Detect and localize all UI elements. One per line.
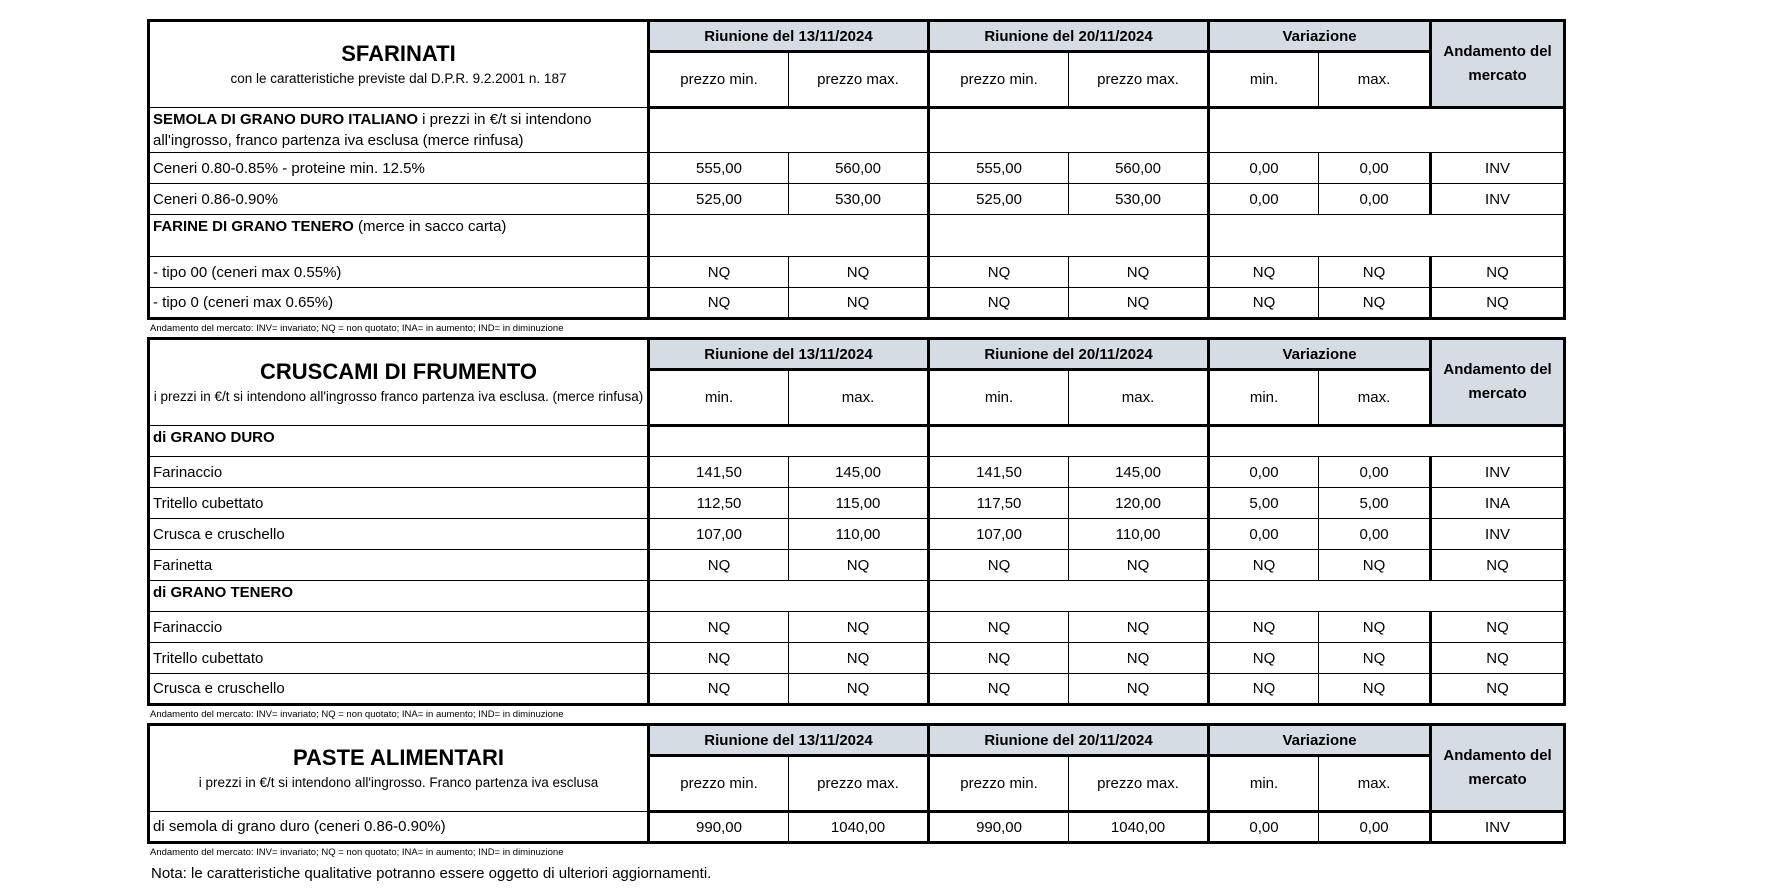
table-row bbox=[149, 488, 1565, 519]
price-cell: NQ bbox=[649, 257, 789, 288]
column-subheader: max. bbox=[1319, 52, 1431, 108]
table-subtitle: i prezzi in €/t si intendono all'ingrosso. Franco partenza iva esclusa bbox=[198, 775, 599, 790]
table-title: PASTE ALIMENTARI bbox=[292, 745, 505, 770]
price-cell: 990,00 bbox=[929, 812, 1069, 843]
product-label: Farinaccio bbox=[149, 457, 649, 488]
price-cell: NQ bbox=[649, 674, 789, 705]
column-subheader: prezzo max. bbox=[789, 52, 929, 108]
section-label bbox=[149, 215, 649, 257]
table-row bbox=[149, 519, 1565, 550]
price-cell: NQ bbox=[649, 643, 789, 674]
price-cell: 525,00 bbox=[649, 184, 789, 215]
empty-cell bbox=[649, 108, 929, 153]
section-row bbox=[149, 108, 1565, 153]
price-cell: 117,50 bbox=[929, 488, 1069, 519]
product-label: - tipo 0 (ceneri max 0.65%) bbox=[149, 288, 649, 319]
section-label bbox=[149, 108, 649, 153]
column-group-header: Variazione bbox=[1209, 725, 1431, 756]
price-cell: NQ bbox=[789, 674, 929, 705]
tables-container bbox=[147, 19, 1563, 861]
trend-cell: NQ bbox=[1431, 288, 1565, 319]
price-cell: NQ bbox=[649, 550, 789, 581]
market-legend: Andamento del mercato: INV= invariato; NQ = non quotato; INA= in aumento; IND= in diminuzione bbox=[150, 847, 564, 858]
empty-cell bbox=[649, 426, 929, 457]
price-cell: 141,50 bbox=[929, 457, 1069, 488]
trend-cell: INV bbox=[1431, 519, 1565, 550]
variation-cell: NQ bbox=[1209, 288, 1319, 319]
table-title: SFARINATI bbox=[341, 41, 456, 66]
product-label: Farinaccio bbox=[149, 612, 649, 643]
price-cell: 1040,00 bbox=[1069, 812, 1209, 843]
price-cell: NQ bbox=[789, 257, 929, 288]
table-title-cell bbox=[149, 725, 649, 812]
price-cell: NQ bbox=[1069, 550, 1209, 581]
column-subheader: min. bbox=[929, 370, 1069, 426]
table-row bbox=[149, 153, 1565, 184]
table-row bbox=[149, 612, 1565, 643]
price-cell: NQ bbox=[789, 288, 929, 319]
trend-cell: INV bbox=[1431, 153, 1565, 184]
table-row bbox=[149, 257, 1565, 288]
price-cell: 990,00 bbox=[649, 812, 789, 843]
price-cell: 555,00 bbox=[649, 153, 789, 184]
price-cell: NQ bbox=[1069, 674, 1209, 705]
column-subheader: prezzo min. bbox=[929, 52, 1069, 108]
price-cell: NQ bbox=[649, 612, 789, 643]
column-subheader: max. bbox=[1069, 370, 1209, 426]
price-cell: NQ bbox=[789, 550, 929, 581]
price-cell: 110,00 bbox=[1069, 519, 1209, 550]
price-cell: NQ bbox=[1069, 257, 1209, 288]
column-group-header: Riunione del 13/11/2024 bbox=[649, 21, 929, 52]
table-row bbox=[149, 184, 1565, 215]
price-cell: NQ bbox=[789, 612, 929, 643]
variation-cell: NQ bbox=[1209, 674, 1319, 705]
price-cell: NQ bbox=[1069, 612, 1209, 643]
product-label: Ceneri 0.80-0.85% - proteine min. 12.5% bbox=[149, 153, 649, 184]
price-cell: 555,00 bbox=[929, 153, 1069, 184]
column-subheader: max. bbox=[1319, 756, 1431, 812]
empty-cell bbox=[1209, 426, 1565, 457]
table-row bbox=[149, 674, 1565, 705]
price-cell: 112,50 bbox=[649, 488, 789, 519]
price-cell: 145,00 bbox=[1069, 457, 1209, 488]
column-subheader: min. bbox=[1209, 52, 1319, 108]
empty-cell bbox=[1209, 215, 1565, 257]
market-trend-header: Andamento del mercato bbox=[1431, 725, 1565, 812]
price-cell: NQ bbox=[929, 612, 1069, 643]
market-trend-header: Andamento del mercato bbox=[1431, 21, 1565, 108]
price-cell: 560,00 bbox=[1069, 153, 1209, 184]
header-row bbox=[149, 725, 1565, 756]
variation-cell: NQ bbox=[1319, 612, 1431, 643]
price-cell: 141,50 bbox=[649, 457, 789, 488]
variation-cell: 0,00 bbox=[1319, 457, 1431, 488]
variation-cell: NQ bbox=[1319, 550, 1431, 581]
price-cell: NQ bbox=[929, 550, 1069, 581]
product-label: di semola di grano duro (ceneri 0.86-0.90%) bbox=[149, 812, 649, 843]
table-title-cell bbox=[149, 339, 649, 426]
price-cell: 115,00 bbox=[789, 488, 929, 519]
variation-cell: 0,00 bbox=[1209, 184, 1319, 215]
price-cell: NQ bbox=[1069, 643, 1209, 674]
price-cell: 530,00 bbox=[1069, 184, 1209, 215]
empty-cell bbox=[929, 108, 1209, 153]
variation-cell: 0,00 bbox=[1319, 519, 1431, 550]
section-row bbox=[149, 426, 1565, 457]
empty-cell bbox=[929, 215, 1209, 257]
column-subheader: prezzo min. bbox=[649, 756, 789, 812]
trend-cell: INV bbox=[1431, 184, 1565, 215]
market-trend-header: Andamento del mercato bbox=[1431, 339, 1565, 426]
empty-cell bbox=[649, 215, 929, 257]
trend-cell: NQ bbox=[1431, 643, 1565, 674]
variation-cell: NQ bbox=[1319, 674, 1431, 705]
table-row bbox=[149, 457, 1565, 488]
variation-cell: 0,00 bbox=[1209, 519, 1319, 550]
market-legend: Andamento del mercato: INV= invariato; NQ = non quotato; INA= in aumento; IND= in diminuzione bbox=[150, 709, 564, 720]
section-title: SEMOLA DI GRANO DURO ITALIANO bbox=[153, 111, 418, 128]
price-cell: NQ bbox=[789, 643, 929, 674]
section-title: di GRANO TENERO bbox=[153, 584, 294, 601]
price-cell: NQ bbox=[929, 643, 1069, 674]
section-title: di GRANO DURO bbox=[153, 429, 275, 446]
table-row bbox=[149, 288, 1565, 319]
price-cell: NQ bbox=[649, 288, 789, 319]
product-label: Farinetta bbox=[149, 550, 649, 581]
price-report bbox=[147, 19, 1563, 882]
column-group-header: Riunione del 13/11/2024 bbox=[649, 725, 929, 756]
variation-cell: NQ bbox=[1319, 288, 1431, 319]
section-label bbox=[149, 426, 649, 457]
table-row bbox=[149, 643, 1565, 674]
variation-cell: NQ bbox=[1209, 643, 1319, 674]
variation-cell: NQ bbox=[1209, 257, 1319, 288]
trend-cell: NQ bbox=[1431, 550, 1565, 581]
product-label: - tipo 00 (ceneri max 0.55%) bbox=[149, 257, 649, 288]
column-group-header: Riunione del 20/11/2024 bbox=[929, 21, 1209, 52]
price-cell: 560,00 bbox=[789, 153, 929, 184]
table-row bbox=[149, 812, 1565, 843]
column-subheader: prezzo min. bbox=[649, 52, 789, 108]
market-legend: Andamento del mercato: INV= invariato; NQ = non quotato; INA= in aumento; IND= in diminuzione bbox=[150, 323, 564, 334]
price-cell: 110,00 bbox=[789, 519, 929, 550]
product-label: Tritello cubettato bbox=[149, 643, 649, 674]
column-group-header: Riunione del 20/11/2024 bbox=[929, 725, 1209, 756]
section-title: FARINE DI GRANO TENERO bbox=[153, 218, 354, 235]
price-cell: 120,00 bbox=[1069, 488, 1209, 519]
column-subheader: max. bbox=[789, 370, 929, 426]
column-group-header: Riunione del 13/11/2024 bbox=[649, 339, 929, 370]
price-cell: 107,00 bbox=[929, 519, 1069, 550]
price-cell: NQ bbox=[929, 288, 1069, 319]
price-table bbox=[147, 723, 1566, 844]
column-subheader: max. bbox=[1319, 370, 1431, 426]
price-cell: NQ bbox=[1069, 288, 1209, 319]
trend-cell: INV bbox=[1431, 457, 1565, 488]
table-subtitle: con le caratteristiche previste dal D.P.R. 9.2.2001 n. 187 bbox=[230, 71, 567, 86]
price-table bbox=[147, 19, 1566, 320]
table-row bbox=[149, 550, 1565, 581]
product-label: Tritello cubettato bbox=[149, 488, 649, 519]
section-note: (merce in sacco carta) bbox=[353, 218, 507, 235]
product-label: Crusca e cruschello bbox=[149, 519, 649, 550]
variation-cell: NQ bbox=[1319, 643, 1431, 674]
footnote: Nota: le caratteristiche qualitative potranno essere oggetto di ulteriori aggiornamenti. bbox=[151, 865, 712, 882]
price-cell: 530,00 bbox=[789, 184, 929, 215]
variation-cell: 0,00 bbox=[1319, 153, 1431, 184]
variation-cell: 0,00 bbox=[1209, 457, 1319, 488]
column-subheader: prezzo max. bbox=[1069, 52, 1209, 108]
trend-cell: NQ bbox=[1431, 612, 1565, 643]
header-row bbox=[149, 21, 1565, 52]
variation-cell: 0,00 bbox=[1319, 812, 1431, 843]
column-subheader: min. bbox=[649, 370, 789, 426]
empty-cell bbox=[929, 426, 1209, 457]
variation-cell: 0,00 bbox=[1209, 812, 1319, 843]
empty-cell bbox=[929, 581, 1209, 612]
price-cell: 107,00 bbox=[649, 519, 789, 550]
trend-cell: NQ bbox=[1431, 674, 1565, 705]
column-subheader: prezzo min. bbox=[929, 756, 1069, 812]
column-subheader: min. bbox=[1209, 370, 1319, 426]
price-cell: 1040,00 bbox=[789, 812, 929, 843]
price-cell: NQ bbox=[929, 257, 1069, 288]
empty-cell bbox=[1209, 581, 1565, 612]
column-subheader: min. bbox=[1209, 756, 1319, 812]
trend-cell: NQ bbox=[1431, 257, 1565, 288]
column-subheader: prezzo max. bbox=[789, 756, 929, 812]
table-title-cell bbox=[149, 21, 649, 108]
section-note: i prezzi in €/t si intendono all'ingrosso, franco partenza iva esclusa (merce rinfusa) bbox=[153, 111, 592, 149]
column-group-header: Riunione del 20/11/2024 bbox=[929, 339, 1209, 370]
column-group-header: Variazione bbox=[1209, 339, 1431, 370]
column-subheader: prezzo max. bbox=[1069, 756, 1209, 812]
header-row bbox=[149, 339, 1565, 370]
empty-cell bbox=[1209, 108, 1565, 153]
trend-cell: INV bbox=[1431, 812, 1565, 843]
price-cell: NQ bbox=[929, 674, 1069, 705]
section-row bbox=[149, 215, 1565, 257]
table-title: CRUSCAMI DI FRUMENTO bbox=[259, 359, 538, 384]
empty-cell bbox=[649, 581, 929, 612]
price-table bbox=[147, 337, 1566, 706]
price-cell: 525,00 bbox=[929, 184, 1069, 215]
variation-cell: NQ bbox=[1209, 612, 1319, 643]
section-row bbox=[149, 581, 1565, 612]
variation-cell: 5,00 bbox=[1319, 488, 1431, 519]
price-cell: 145,00 bbox=[789, 457, 929, 488]
variation-cell: 0,00 bbox=[1209, 153, 1319, 184]
variation-cell: 0,00 bbox=[1319, 184, 1431, 215]
product-label: Crusca e cruschello bbox=[149, 674, 649, 705]
trend-cell: INA bbox=[1431, 488, 1565, 519]
variation-cell: NQ bbox=[1209, 550, 1319, 581]
variation-cell: NQ bbox=[1319, 257, 1431, 288]
variation-cell: 5,00 bbox=[1209, 488, 1319, 519]
column-group-header: Variazione bbox=[1209, 21, 1431, 52]
section-label bbox=[149, 581, 649, 612]
table-subtitle: i prezzi in €/t si intendono all'ingrosso franco partenza iva esclusa. (merce rinfusa) bbox=[153, 389, 644, 404]
product-label: Ceneri 0.86-0.90% bbox=[149, 184, 649, 215]
